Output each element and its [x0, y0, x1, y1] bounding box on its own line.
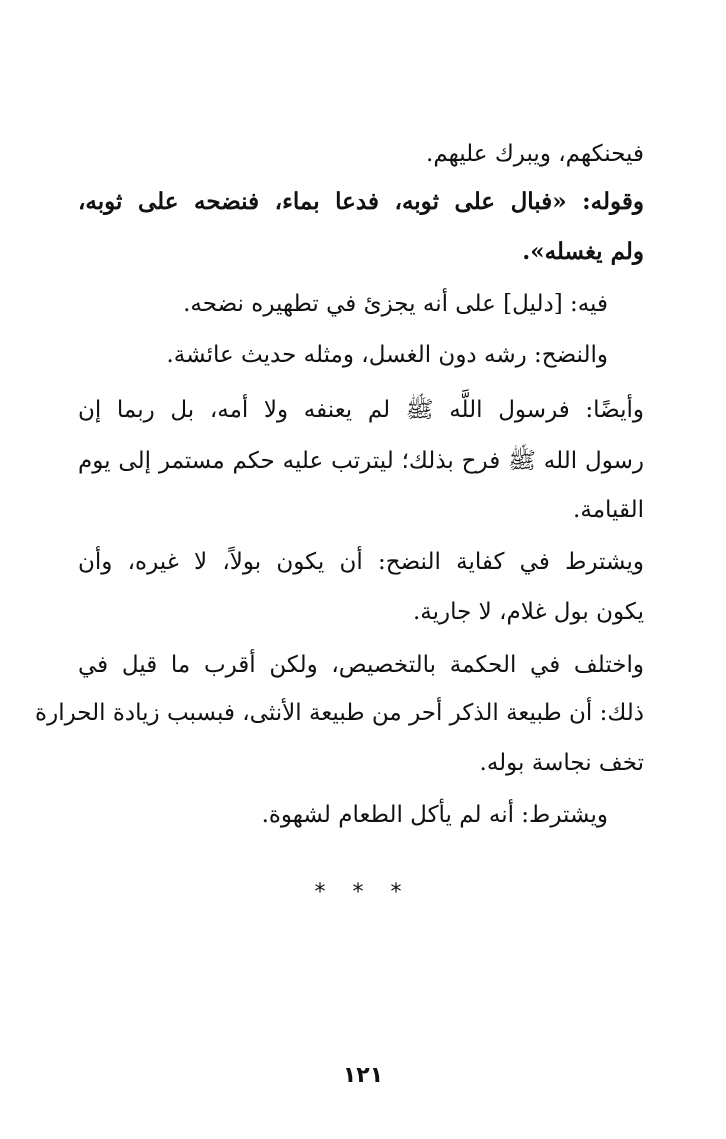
text-line-4: فيه: [دليل] على أنه يجزئ في تطهيره نضحه. — [183, 291, 608, 317]
text-line-7: رسول الله ﷺ فرح بذلك؛ ليترتب عليه حكم مستمر إلى يوم — [78, 448, 644, 474]
text-line-2: وقوله: «فبال على ثوبه، فدعا بماء، فنضحه على ثوبه، — [78, 188, 644, 215]
text-line-6: وأيضًا: فرسول اللَّه ﷺ لم يعنفه ولا أمه، بل ربما إن — [78, 397, 644, 423]
text-line-10: يكون بول غلام، لا جارية. — [412, 599, 644, 625]
text-line-11: واختلف في الحكمة بالتخصيص، ولكن أقرب ما قيل في — [78, 652, 644, 678]
text-line-9: ويشترط في كفاية النضح: أن يكون بولاً، لا غيره، وأن — [78, 549, 644, 575]
text-line-8: القيامة. — [573, 497, 644, 523]
text-line-13: تخف نجاسة بوله. — [479, 750, 644, 776]
section-divider: * * * — [314, 880, 412, 905]
text-line-5: والنضح: رشه دون الغسل، ومثله حديث عائشة. — [166, 342, 608, 368]
text-line-14: ويشترط: أنه لم يأكل الطعام لشهوة. — [261, 802, 608, 828]
text-line-3: ولم يغسله». — [522, 238, 644, 265]
text-line-1: فيحنكهم، ويبرك عليهم. — [426, 141, 644, 167]
page-number: ١٢١ — [342, 1063, 384, 1088]
text-line-12: ذلك: أن طبيعة الذكر أحر من طبيعة الأنثى، فبسبب زيادة الحرارة — [35, 700, 644, 726]
